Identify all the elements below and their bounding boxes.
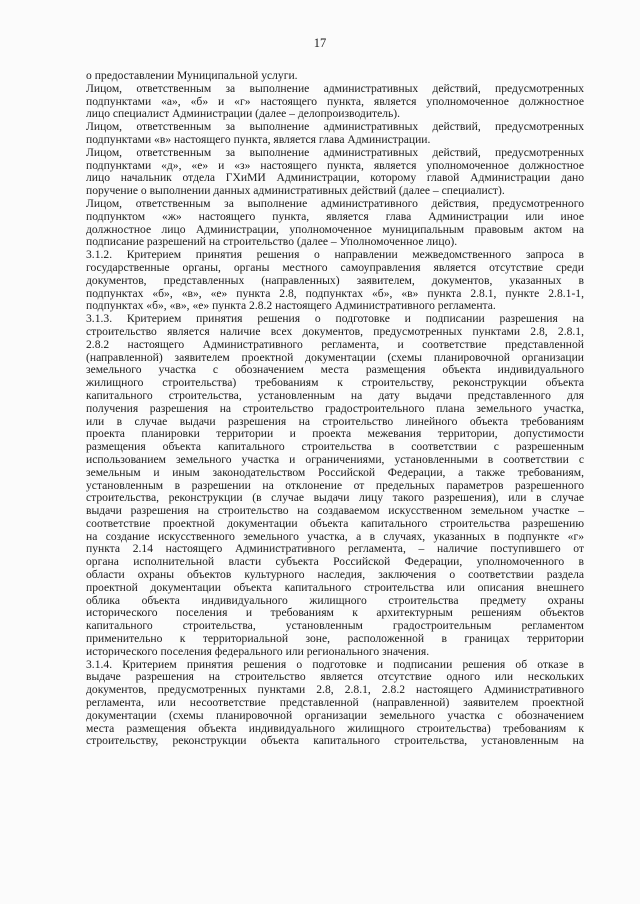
- document-body: [86, 70, 584, 748]
- text-line: подпунктах «б», «в», «е» пункта 2.8.2 настоящего Административного регламента.: [86, 299, 496, 313]
- text-line: подпунктами «д», «е» и «з» настоящего пункта, является уполномоченное должностное: [86, 158, 584, 172]
- text-line: места размещения объекта индивидуального жилищного строительства) требованиям к: [86, 721, 584, 735]
- text-line: регламента, или несоответствие представленной (направленной) заявителем проектной: [86, 696, 584, 710]
- text-line: подписание разрешений на строительство (далее – Уполномоченное лицо).: [86, 235, 458, 249]
- text-line: использованием земельного участка и ограничениями, установленными в соответствии с: [86, 452, 584, 466]
- text-line: земельного участка с обозначением места размещения объекта индивидуального: [86, 363, 584, 377]
- text-line: Лицом, ответственным за выполнение административного действия, предусмотренного: [86, 196, 584, 210]
- text-line: проектной документации объекта капитального строительства или описания внешнего: [86, 580, 584, 594]
- text-line: размещения объекта капитального строительства в соответствии с разрешенным: [86, 440, 584, 454]
- text-line: документов, предусмотренных пунктами 2.8, 2.8.1, 2.8.2 настоящего Административного: [86, 683, 584, 697]
- text-line: Лицом, ответственным за выполнение административных действий, предусмотренных: [86, 145, 584, 159]
- text-line: жилищного строительства) требованиям к строительству, реконструкции объекта: [86, 376, 584, 390]
- text-line: строительство является наличие всех документов, предусмотренных пунктами 2.8, 2.8.1,: [86, 324, 584, 338]
- text-line: облика объекта индивидуального жилищного строительства предмету охраны: [86, 593, 584, 607]
- text-line: 3.1.2. Критерием принятия решения о направлении межведомственного запроса в: [86, 248, 584, 262]
- text-line: 3.1.4. Критерием принятия решения о подготовке и подписании решения об отказе в: [86, 657, 584, 671]
- text-line: документов, представленных (направленных) заявителем, документов, указанных в: [86, 273, 584, 287]
- text-line: получения разрешения на строительство градостроительного плана земельного участка,: [86, 401, 584, 415]
- text-line: соответствие проектной документации объекта капитального строительства разрешению: [86, 516, 584, 530]
- text-line: должностное лицо Администрации, уполномоченное муниципальным правовым актом на: [86, 222, 584, 236]
- text-line: исторического поселения и требованиям к архитектурным решениям объектов: [86, 606, 584, 620]
- text-line: (направленной) заявителем проектной документации (схемы планировочной организации: [86, 350, 584, 364]
- text-line: пункта 2.14 настоящего Административного регламента, – наличие поступившего от: [86, 542, 584, 556]
- text-line: поручение о выполнении данных административных действий (далее – специалист).: [86, 184, 505, 198]
- text-line: выдаче разрешения на строительство является отсутствие одного или нескольких: [86, 670, 584, 684]
- text-line: о предоставлении Муниципальной услуги.: [86, 69, 298, 82]
- text-line: области охраны объектов культурного наследия, заключения о соответствии раздела: [86, 568, 584, 582]
- text-line: лицо начальник отдела ГХиМИ Администрации, которому главой Администрации дано: [86, 171, 584, 185]
- text-line: строительству, реконструкции объекта капитального строительства, установленным на: [86, 734, 584, 748]
- text-line: 3.1.3. Критерием принятия решения о подготовке и подписании разрешения на: [86, 312, 584, 326]
- text-line: 2.8.2 настоящего Административного регламента, и соответствие представленной: [86, 337, 584, 351]
- text-line: строительства, реконструкции (в случае выдачи лицу такого разрешения), или в случае: [86, 491, 584, 505]
- text-line: установленным в разрешении на отклонение от предельных параметров разрешенного: [86, 478, 584, 492]
- text-line: Лицом, ответственным за выполнение административных действий, предусмотренных: [86, 81, 584, 95]
- text-line: подпунктом «ж» настоящего пункта, является глава Администрации или иное: [86, 209, 584, 223]
- text-line: государственные органы, органы местного самоуправления является отсутствие среди: [86, 260, 584, 274]
- text-line: органа исполнительной власти субъекта Российской Федерации, уполномоченного в: [86, 555, 584, 569]
- text-line: применительно к территориальной зоне, расположенной в границах территории: [86, 632, 584, 646]
- text-line: капитального строительства, установленным градостроительным регламентом: [86, 619, 584, 633]
- text-line: подпунктами «а», «б» и «г» настоящего пункта, является уполномоченное должностное: [86, 94, 584, 108]
- text-line: подпунктами «в» настоящего пункта, является глава Администрации.: [86, 132, 431, 146]
- text-line: капитального строительства, установленным на дату выдачи представленного для: [86, 388, 584, 402]
- text-line: или в случае выдачи разрешения на строительство линейного объекта требованиям: [86, 414, 584, 428]
- text-line: на создание искусственного земельного участка, а в случаях, указанных в подпункте «г»: [86, 529, 584, 543]
- text-line: выдачи разрешения на строительство на создаваемом искусственном земельном участке –: [86, 504, 584, 518]
- text-line: проекта планировки территории и проекта межевания территории, допустимости: [86, 427, 584, 441]
- text-line: лицо специалист Администрации (далее – делопроизводитель).: [86, 107, 401, 121]
- text-line: Лицом, ответственным за выполнение административных действий, предусмотренных: [86, 120, 584, 134]
- text-line: документации (схемы планировочной организации земельного участка с обозначением: [86, 708, 584, 722]
- text-line: подпунктах «б», «в», «е» пункта 2.8, подпунктах «б», «в» пункта 2.8.1, пункте 2.8.1-1,: [86, 286, 584, 300]
- text-line: исторического поселения федерального или регионального значения.: [86, 644, 430, 658]
- page-number: 17: [313, 36, 327, 50]
- text-line: земельным и иным законодательством Российской Федерации, а также требованиям,: [86, 465, 584, 479]
